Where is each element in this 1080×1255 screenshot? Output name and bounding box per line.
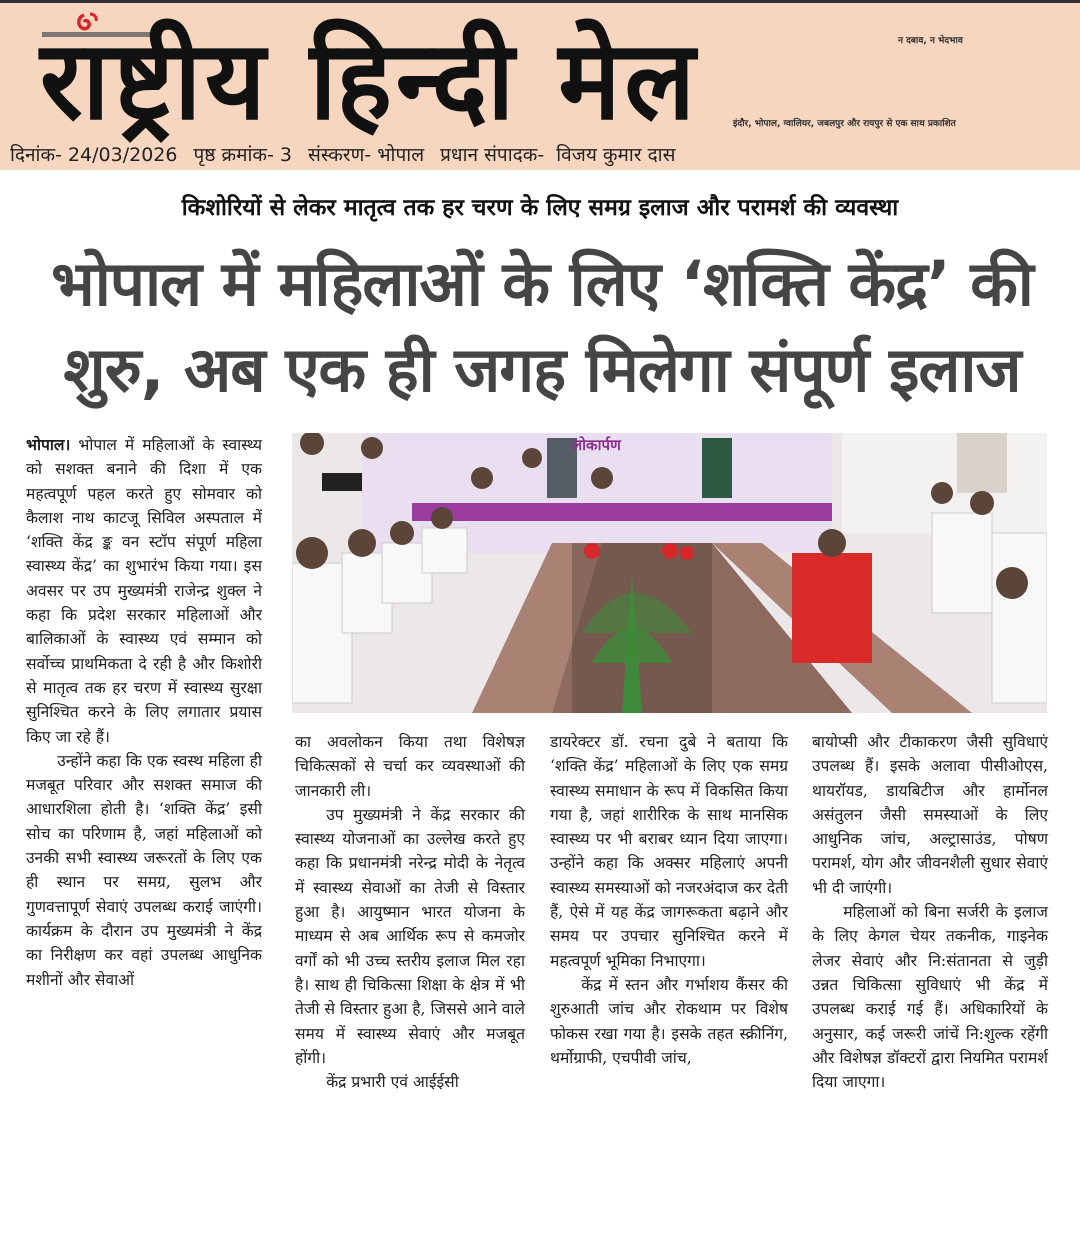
event-photo — [292, 433, 1047, 713]
photo-banner-text: लोकार्पण — [572, 436, 621, 454]
tagline: न दबाव, न भेदभाव — [898, 36, 963, 46]
paragraph: महिलाओं को बिना सर्जरी के इलाज के लिए केगल चेयर तकनीक, गाइनेक लेजर सेवाएं और नि:संतानता से जुड़ी उन्नत चिकित्सा सुविधाएं भी केंद्र में उपलब्ध कराई गई हैं। अधिकारियों के अनुसार, कई जरूरी जांचें नि:शुल्क रहेंगी और विशेषज्ञ डॉक्टरों द्वारा नियमित परामर्श दिया जाएगा। — [812, 903, 1048, 1092]
article-column-2 — [295, 730, 525, 1094]
paragraph: केंद्र में स्तन और गर्भाशय कैंसर की शुरुआती जांच और रोकथाम पर विशेष फोकस रखा गया है। इसके तहत स्क्रीनिंग, थर्मोग्राफी, एचपीवी जांच, — [550, 975, 788, 1067]
paragraph: उप मुख्यमंत्री ने केंद्र सरकार की स्वास्थ्य योजनाओं का उल्लेख करते हुए कहा कि प्रधानमंत्री नरेन्द्र मोदी के नेतृत्व में स्वास्थ्य सेवाओं का तेजी से विस्तार हुआ है। आयुष्मान भारत योजना के माध्यम से अब आर्थिक रूप से कमजोर वर्गों को भी उच्च स्तरीय इलाज मिल रहा है। साथ ही चिकित्सा शिक्षा के क्षेत्र में भी तेजी से विस्तार हुआ है, जिससे आने वाले समय में स्वास्थ्य सेवाएं और मजबूत होंगी। — [295, 805, 525, 1067]
chief-editor: प्रधान संपादक- विजय कुमार दास — [440, 144, 676, 166]
paragraph-text: भोपाल में महिलाओं के स्वास्थ्य को सशक्त बनाने की दिशा में एक महत्वपूर्ण पहल करते हुए सोमवार को कैलाश नाथ काटजू सिविल अस्पताल में ‘शक्ति केंद्र ङ्क वन स्टॉप संपूर्ण महिला स्वास्थ्य केंद्र’ का शुभारंभ किया गया। इस अवसर पर उप मुख्यमंत्री राजेन्द्र शुक्ल ने कहा कि प्रदेश सरकार महिलाओं और बालिकाओं के स्वास्थ्य एवं सम्मान को सर्वोच्च प्राथमिकता दे रही है और किशोरी से मातृत्व तक हर चरण में स्वास्थ्य सुरक्षा सुनिश्चित करने के लिए लगातार प्रयास किए जा रहे हैं। — [26, 436, 262, 746]
headline-line-1: भोपाल में महिलाओं के लिए ‘शक्ति केंद्र’ की — [51, 247, 1033, 320]
paragraph: केंद्र प्रभारी एवं आईईसी — [326, 1073, 459, 1092]
dateline: भोपाल। — [26, 435, 71, 454]
page-number: पृष्ठ क्रमांक- 3 — [193, 144, 292, 166]
article-column-3 — [550, 730, 788, 1070]
paragraph: डायरेक्टर डॉ. रचना दुबे ने बताया कि ‘शक्ति केंद्र’ महिलाओं के लिए एक समग्र स्वास्थ्य समाधान के रूप में विकसित किया गया है, जहां शारीरिक के साथ मानसिक स्वास्थ्य पर भी बराबर ध्यान दिया जाएगा। उन्होंने कहा कि अक्सर महिलाएं अपनी स्वास्थ्य समस्याओं को नजरअंदाज कर देती हैं, ऐसे में यह केंद्र जागरूकता बढ़ाने और समय पर उपचार सुनिश्चित करने में महत्वपूर्ण भूमिका निभाएगा। — [550, 733, 788, 970]
edition-cities: इंदौर, भोपाल, ग्वालियर, जबलपुर और रायपुर से एक साथ प्रकाशित — [733, 119, 956, 129]
issue-meta — [10, 141, 675, 167]
paragraph: बायोप्सी और टीकाकरण जैसी सुविधाएं उपलब्ध हैं। इसके अलावा पीसीओएस, थायरॉयड, डायबिटीज और हार्मोनल असंतुलन जैसी समस्याओं के लिए आधुनिक जांच, अल्ट्रासाउंड, पोषण परामर्श, योग और जीवनशैली सुधार सेवाएं भी दी जाएंगी। — [812, 733, 1048, 897]
kicker: किशोरियों से लेकर मातृत्व तक हर चरण के लिए समग्र इलाज और परामर्श की व्यवस्था — [181, 195, 899, 221]
paragraph: उन्होंने कहा कि एक स्वस्थ महिला ही मजबूत परिवार और सशक्त समाज की आधारशिला होती है। ‘शक्ति केंद्र’ इसी सोच का परिणाम है, जहां महिलाओं को उनकी सभी स्वास्थ्य जरूरतों के लिए एक ही स्थान पर समग्र, सुलभ और गुणवत्तापूर्ण सेवाएं उपलब्ध कराई जाएंगी। कार्यक्रम के दौरान उप मुख्यमंत्री ने केंद्र का निरीक्षण कर वहां उपलब्ध आधुनिक मशीनों और सेवाओं — [26, 751, 262, 989]
article-column-1 — [26, 433, 262, 992]
headline-line-2: शुरु, अब एक ही जगह मिलेगा संपूर्ण इलाज — [63, 333, 1021, 406]
issue-date: दिनांक- 24/03/2026 — [10, 144, 178, 166]
edition: संस्करण- भोपाल — [307, 144, 425, 166]
masthead — [0, 0, 1080, 170]
newspaper-title: राष्ट्रीय हिन्दी मेल — [40, 15, 700, 145]
article-column-4 — [812, 730, 1048, 1094]
paragraph — [26, 433, 262, 749]
paragraph: का अवलोकन किया तथा विशेषज्ञ चिकित्सकों से चर्चा कर व्यवस्थाओं की जानकारी ली। — [295, 733, 525, 800]
event-photo-illustration — [292, 433, 1047, 713]
